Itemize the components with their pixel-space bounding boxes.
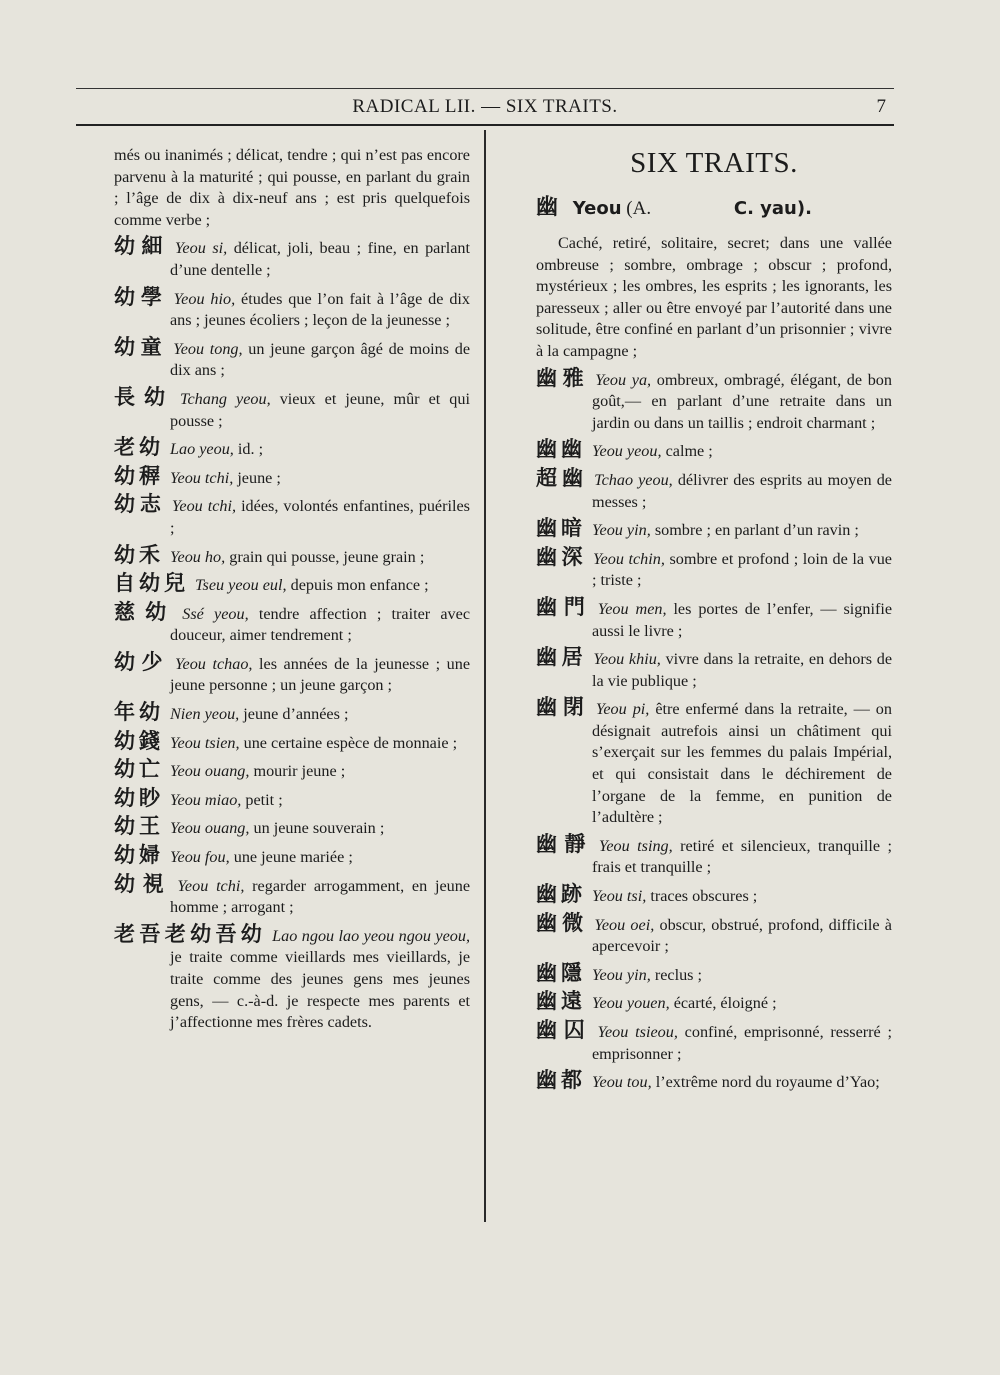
entry-hanzi: 幽閉 (536, 695, 590, 720)
entry-romanization: Yeou men, (597, 599, 667, 618)
entry-definition: ombreux, ombragé, élégant, de bon goût,— en parlant d’une retraite dans un jardin ou dans un taillis ; endroit charmant ; (592, 370, 892, 432)
main-paren-c: C. yau). (733, 198, 812, 219)
right-column (536, 145, 892, 1094)
entry-romanization: Yeou tsi, (592, 887, 647, 906)
dictionary-entry (536, 884, 892, 908)
dictionary-entry (536, 365, 892, 435)
dictionary-entry (536, 697, 892, 829)
entry-definition: calme ; (665, 442, 713, 461)
entry-definition: idées, volontés enfantines, puériles ; (170, 497, 470, 537)
entry-hanzi: 幼志 (114, 492, 166, 517)
entry-romanization: Yeou oei, (594, 915, 655, 934)
entry-definition: grain qui pousse, jeune grain ; (229, 547, 425, 566)
entry-romanization: Tchao yeou, (594, 470, 673, 489)
entry-hanzi: 幽暗 (536, 516, 586, 541)
entry-definition: un jeune souverain ; (253, 819, 385, 838)
left-column (114, 145, 470, 1034)
dictionary-entry (114, 236, 470, 281)
dictionary-entry (114, 384, 470, 432)
entry-romanization: Yeou tchi, (171, 497, 237, 516)
main-entry-head (536, 190, 892, 221)
entry-hanzi: 幼細 (114, 234, 169, 259)
entry-hanzi: 超幽 (536, 465, 589, 490)
top-rule (76, 88, 894, 89)
dictionary-entry (114, 816, 470, 840)
entry-definition: petit ; (245, 790, 283, 809)
right-entry-list (536, 365, 893, 1094)
entry-definition: un jeune garçon âgé de moins de dix ans ; (170, 339, 471, 380)
entry-romanization: Yeou tsing, (598, 836, 673, 855)
dictionary-entry (114, 542, 470, 569)
dictionary-entry (114, 334, 471, 382)
entry-definition: sombre ; en parlant d’un ravin ; (654, 521, 859, 540)
entry-hanzi: 幼童 (114, 334, 168, 359)
entry-hanzi: 幽跡 (536, 882, 586, 907)
entry-hanzi: 幼婦 (114, 843, 164, 868)
page-number: 7 (876, 96, 886, 117)
entry-romanization: Yeou tchi, (177, 876, 245, 895)
dictionary-entry (536, 831, 893, 879)
entry-definition: retiré et silencieux, tranquille ; frais et tranquille ; (592, 836, 893, 877)
entry-hanzi: 幼稺 (114, 463, 164, 488)
entry-hanzi: 長幼 (114, 384, 174, 409)
entry-definition: tendre affection ; traiter avec douceur, aimer tendrement ; (170, 604, 471, 645)
section-title: SIX TRAITS. (630, 147, 798, 179)
entry-hanzi: 幽隱 (536, 960, 586, 985)
entry-romanization: Yeou tou, (592, 1073, 652, 1092)
entry-definition: obscur, obstrué, profond, difficile à apercevoir ; (592, 915, 892, 956)
entry-romanization: Yeou khiu, (593, 650, 661, 669)
dictionary-entry (114, 759, 470, 783)
entry-definition: délivrer des esprits au moyen de messes ; (592, 470, 892, 511)
dictionary-entry (114, 921, 470, 1034)
entry-hanzi: 幼王 (114, 814, 164, 839)
main-paren-a: (A. (626, 198, 652, 219)
dictionary-entry (114, 649, 471, 697)
dictionary-entry (114, 494, 470, 539)
continuation-text: més ou inanimés ; délicat, tendre ; qui n’est pas encore parvenu à la maturité ; qui pousse, en parlant du grain ; l’âge de dix à dix-neuf ans ; est pris quelquefois comme verbe ; (114, 146, 470, 229)
entry-romanization: Yeou ho, (170, 547, 226, 566)
entry-hanzi: 老幼 (114, 435, 164, 460)
dictionary-entry (536, 594, 893, 642)
entry-definition: jeune d’années ; (243, 705, 349, 724)
entry-romanization: Yeou tchi, (170, 468, 234, 487)
entry-hanzi: 幽深 (536, 544, 588, 569)
entry-romanization: Yeou ouang, (170, 819, 250, 838)
entry-romanization: Yeou tchin, (593, 549, 665, 568)
column-divider (484, 130, 486, 1222)
entry-romanization: Lao ngou lao yeou ngou yeou, (272, 926, 470, 945)
entry-hanzi: 幽都 (536, 1068, 586, 1093)
entry-definition: être enfermé dans la retraite, — on désignait autrefois ainsi un châtiment qui s’exerçait sur les femmes du palais Impérial, et qui consistait dans le déchirement de l’organe de la femme, en punition de l’adultère ; (592, 700, 892, 827)
left-entry-list (114, 236, 470, 1033)
dictionary-entry (536, 518, 892, 542)
entry-hanzi: 幽囚 (536, 1018, 592, 1042)
entry-hanzi: 自幼兒 (114, 571, 189, 596)
entry-romanization: Yeou youen, (592, 994, 670, 1013)
dictionary-entry (114, 845, 470, 869)
entry-romanization: Nien yeou, (170, 705, 240, 724)
entry-romanization: Yeou ouang, (170, 762, 250, 781)
entry-romanization: Yeou miao, (170, 790, 242, 809)
entry-definition: mourir jeune ; (253, 762, 346, 781)
entry-romanization: Yeou fou, (170, 848, 230, 867)
entry-hanzi: 幼視 (114, 871, 172, 896)
dictionary-entry (536, 465, 892, 513)
entry-hanzi: 幽雅 (536, 365, 590, 390)
entry-definition: id. ; (237, 440, 264, 459)
entry-definition: depuis mon enfance ; (290, 576, 429, 595)
entry-definition: vivre dans la retraite, en dehors de la vie publique ; (592, 650, 893, 690)
dictionary-entry (114, 599, 471, 647)
header-rule (76, 124, 894, 126)
entry-hanzi: 慈幼 (114, 599, 177, 624)
dictionary-entry (114, 785, 470, 812)
dictionary-entry (114, 871, 471, 919)
dictionary-entry (536, 544, 892, 592)
entry-definition: jeune ; (237, 468, 281, 487)
dictionary-entry (536, 960, 892, 987)
entry-romanization: Yeou tsieou, (597, 1023, 678, 1041)
entry-romanization: Yeou tsien, (170, 733, 240, 752)
entry-definition: confiné, emprisonné, resserré ; emprisonner ; (592, 1023, 893, 1063)
entry-romanization: Yeou yin, (592, 521, 651, 540)
entry-hanzi: 幼亡 (114, 757, 164, 782)
entry-romanization: Tchang yeou, (179, 389, 271, 408)
entry-romanization: Ssé yeou, (182, 604, 249, 623)
entry-romanization: Yeou ya, (595, 370, 652, 389)
entry-romanization: Yeou hio, (173, 289, 236, 308)
entry-hanzi: 年幼 (114, 700, 164, 725)
entry-hanzi: 幽幽 (536, 437, 586, 462)
main-romanization: Yeou (572, 198, 622, 219)
running-header (76, 94, 894, 120)
entry-definition: une certaine espèce de monnaie ; (243, 733, 458, 752)
dictionary-entry (536, 910, 892, 958)
entry-hanzi: 幽微 (536, 910, 589, 935)
dictionary-entry (536, 1020, 892, 1065)
dictionary-entry (114, 573, 470, 597)
entry-romanization: Tseu yeou eul, (195, 576, 287, 595)
entry-definition: traces obscures ; (650, 887, 758, 906)
entry-romanization: Yeou yin, (592, 965, 651, 984)
dictionary-entry (536, 1070, 892, 1094)
entry-hanzi: 幽遠 (536, 989, 586, 1014)
entry-definition: délicat, joli, beau ; fine, en parlant d’une dentelle ; (170, 239, 471, 279)
entry-definition: études que l’on fait à l’âge de dix ans ; jeunes écoliers ; leçon de la jeunesse ; (170, 289, 471, 330)
entry-definition: vieux et jeune, mûr et qui pousse ; (170, 389, 470, 430)
entry-romanization: Yeou yeou, (592, 442, 662, 461)
dictionary-entry (536, 991, 892, 1015)
entry-definition: je traite comme vieillards mes vieillards, je traite comme des jeunes gens mes jeunes gens, — c.-à-d. je respecte mes parents et j’affectionne mes frères cadets. (170, 948, 470, 1032)
entry-hanzi: 幽門 (536, 594, 592, 619)
entry-hanzi: 幼學 (114, 284, 168, 309)
entry-hanzi: 幼錢 (114, 728, 164, 753)
dictionary-entry (536, 647, 892, 692)
entry-definition: les années de la jeunesse ; une jeune personne ; un jeune garçon ; (170, 654, 471, 695)
entry-romanization: Yeou tong, (173, 339, 243, 358)
main-hanzi: 幽 (536, 195, 563, 220)
entry-definition: regarder arrogamment, en jeune homme ; arrogant ; (170, 876, 471, 917)
dictionary-entry (536, 439, 892, 463)
entry-hanzi: 幽靜 (536, 831, 593, 856)
entry-definition: l’extrême nord du royaume d’Yao; (655, 1073, 880, 1092)
entry-definition: sombre et profond ; loin de la vue ; triste ; (592, 549, 892, 590)
entry-romanization: Yeou pi, (595, 700, 650, 719)
main-definition: Caché, retiré, solitaire, secret; dans une vallée ombreuse ; sombre, ombrage ; obscur ; profond, mystérieux ; les ombres, les esprits ; les ignorants, les paresseux ; aller ou être envoyé par l’autorité dans une solitude, être confiné en parlant d’un prisonnier ; vivre à la campagne ; (536, 234, 892, 360)
header-title: RADICAL LII. — SIX TRAITS. (352, 96, 618, 117)
dictionary-entry (114, 702, 470, 726)
dictionary-entry (114, 284, 471, 332)
entry-romanization: Lao yeou, (170, 440, 234, 459)
entry-definition: écarté, éloigné ; (673, 994, 777, 1013)
entry-hanzi: 幽居 (536, 645, 588, 670)
entry-romanization: Yeou tchao, (175, 654, 253, 673)
entry-hanzi: 幼眇 (114, 785, 164, 810)
entry-definition: reclus ; (654, 965, 703, 984)
entry-definition: une jeune mariée ; (233, 848, 353, 867)
entry-definition: les portes de l’enfer, — signifie aussi le livre ; (592, 599, 893, 640)
entry-romanization: Yeou si, (174, 239, 228, 258)
entry-hanzi: 幼少 (114, 649, 170, 674)
dictionary-entry (114, 437, 470, 461)
dictionary-entry (114, 728, 470, 755)
dictionary-entry (114, 463, 470, 490)
entry-hanzi: 幼禾 (114, 542, 164, 567)
entry-hanzi: 老吾老幼吾幼 (114, 921, 267, 946)
